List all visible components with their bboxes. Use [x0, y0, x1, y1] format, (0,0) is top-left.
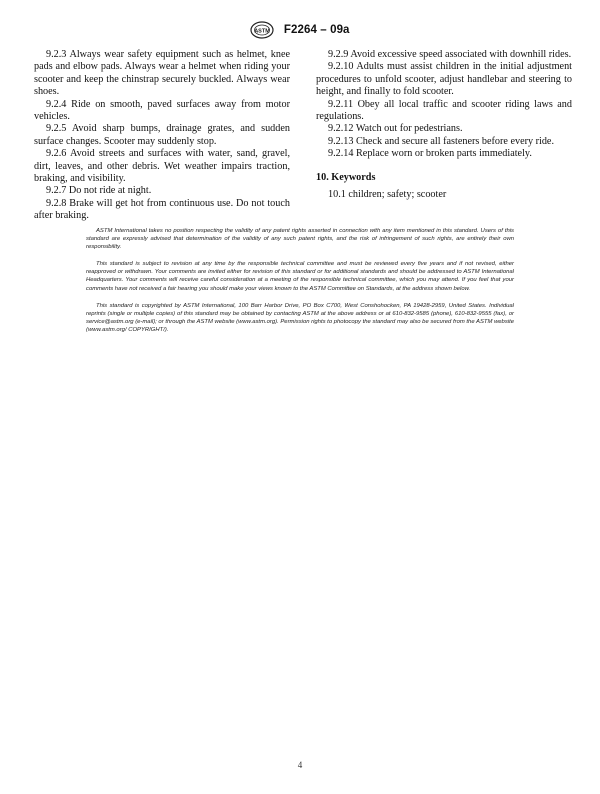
astm-logo-icon	[250, 21, 274, 39]
paragraph-9-2-3: 9.2.3 Always wear safety equipment such as helmet, knee pads and elbow pads. Always wear a helmet when riding your scooter and keep the chinstrap securely buckled. Always wear shoes.	[34, 49, 290, 98]
paragraph-9-2-13: 9.2.13 Check and secure all fasteners before every ride.	[328, 135, 555, 147]
paragraph-9-2-4: 9.2.4 Ride on smooth, paved surfaces away from motor vehicles.	[34, 98, 290, 123]
paragraph-9-2-7: 9.2.7 Do not ride at night.	[46, 185, 152, 197]
paragraph-9-2-11: 9.2.11 Obey all local traffic and scooter riding laws and regulations.	[316, 98, 572, 123]
paragraph-9-2-5: 9.2.5 Avoid sharp bumps, drainage grates, and sudden surface changes. Scooter may suddenly stop.	[34, 123, 290, 147]
revision-notice: This standard is subject to revision at any time by the responsible technical committee and must be reviewed every five years and if not revised, either reapproved or withdrawn. Your comments are invited either for revision of this standard or for additional standards and should be addressed to ASTM International Headquarters. Your comments will receive careful consideration at a meeting of the responsible technical committee, which you may attend. If you feel that your comments have not received a fair hearing you should make your views known to the ASTM Committee on Standards, at the address shown below.	[86, 261, 514, 292]
right-column	[316, 49, 572, 201]
paragraph-9-2-10: 9.2.10 Adults must assist children in the initial adjustment procedures to unfold scooter, adjust handlebar and steering to height, and finally to fold scooter.	[316, 61, 572, 98]
paragraph-9-2-14: 9.2.14 Replace worn or broken parts immediately.	[328, 148, 532, 160]
paragraph-9-2-6: 9.2.6 Avoid streets and surfaces with water, sand, gravel, dirt, leaves, and other debris. Wet weather impairs traction, braking, and visibility.	[34, 148, 290, 185]
page-number: 4	[297, 760, 303, 770]
left-column	[34, 49, 290, 223]
svg-text:ASTM: ASTM	[254, 28, 271, 35]
standard-designation: F2264 – 09a	[283, 24, 350, 36]
keywords-text: 10.1 children; safety; scooter	[328, 189, 447, 201]
paragraph-9-2-12: 9.2.12 Watch out for pedestrians.	[328, 123, 463, 135]
keywords-heading: 10. Keywords	[316, 171, 376, 183]
astm-notices	[86, 227, 514, 343]
patent-notice: ASTM International takes no position respecting the validity of any patent rights asserted in connection with any item mentioned in this standard. Users of this standard are expressly advised that determination of the validity of any such patent rights, and the risk of infringement of such rights, are entirely their own responsibility.	[86, 228, 514, 251]
paragraph-9-2-9: 9.2.9 Avoid excessive speed associated with downhill rides.	[328, 49, 572, 60]
copyright-notice: This standard is copyrighted by ASTM International, 100 Barr Harbor Drive, PO Box C700, West Conshohocken, PA 19428-2959, United States. Individual reprints (single or multiple copies) of this standard may be obtained by contacting ASTM at the above address or at 610-832-9585 (phone), 610-832-9555 (fax), or service@astm.org (e-mail); or through the ASTM website (www.astm.org). Permission rights to photocopy the standard may also be secured from the ASTM website (www.astm.org/ COPYRIGHT/).	[86, 302, 514, 333]
page-header	[0, 21, 600, 39]
paragraph-9-2-8: 9.2.8 Brake will get hot from continuous use. Do not touch after braking.	[34, 197, 290, 222]
